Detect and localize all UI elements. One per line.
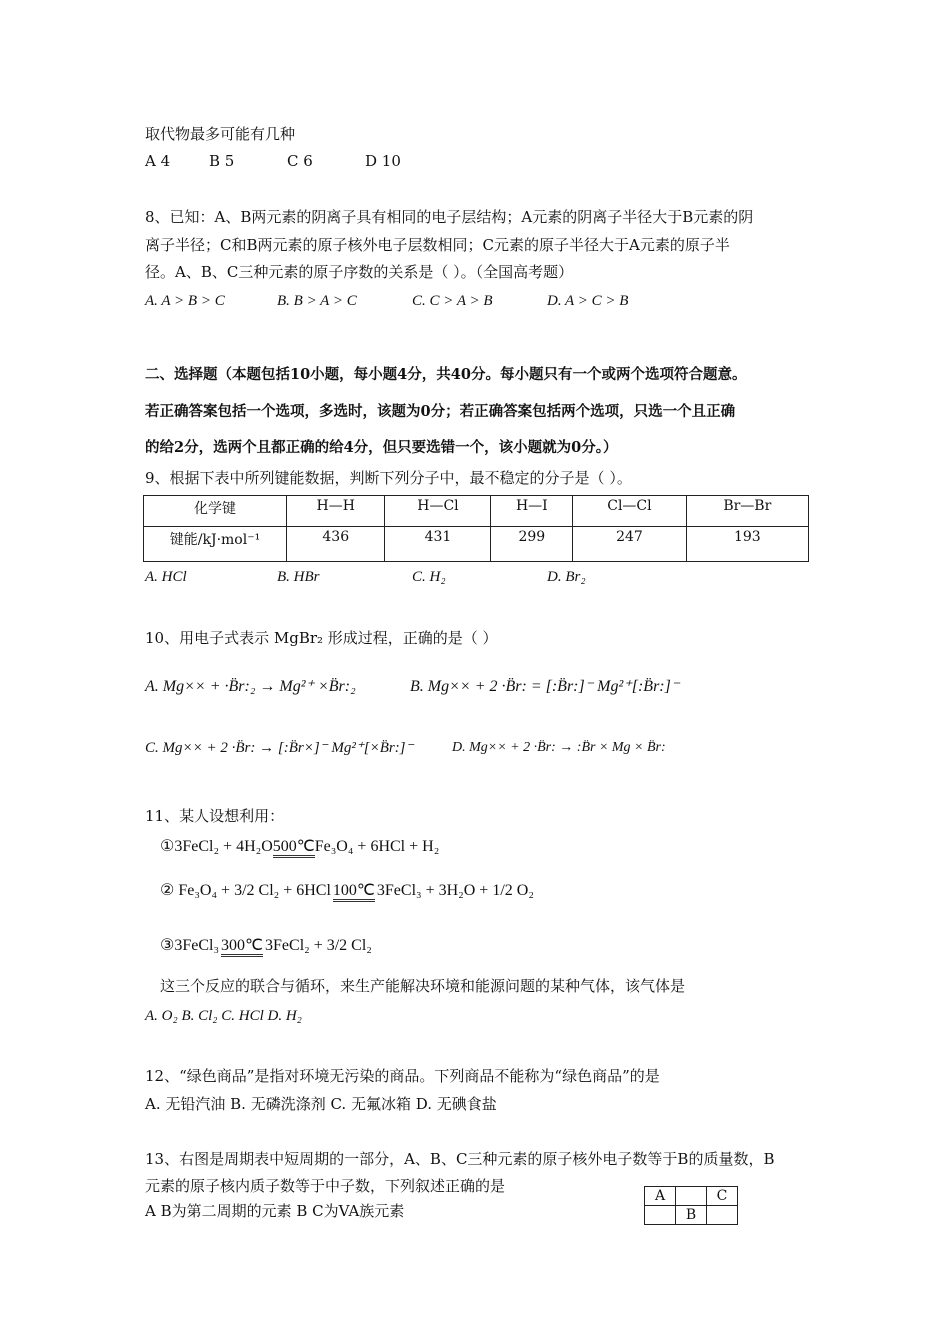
table-row: [645, 1206, 738, 1225]
q12-stem: 12、“绿色商品”是指对环境无污染的商品。下列商品不能称为“绿色商品”的是: [145, 1067, 660, 1085]
q10-option-b: B. Mg×× + 2 ·B̈r: = [:B̈r:]⁻ Mg²⁺[:B̈r:]⁻: [410, 678, 680, 695]
bond-energy-table: [143, 495, 809, 562]
table-header: Br—Br: [686, 496, 808, 527]
table-cell: C: [707, 1187, 738, 1206]
eq1-right: Fe₃O₄ + 6HCl + H₂: [314, 838, 440, 855]
q9-option-d: D. Br₂: [547, 569, 586, 585]
eq2-condition: 100℃: [333, 882, 375, 902]
eq1-left: ①3FeCl₂ + 4H₂O: [160, 838, 273, 855]
q9-option-a: A. HCl: [145, 569, 187, 585]
table-cell: [645, 1206, 676, 1225]
table-row: [144, 496, 809, 527]
table-header: H—I: [491, 496, 573, 527]
table-cell: 247: [573, 527, 686, 562]
eq3-left: ③3FeCl₃: [160, 937, 220, 954]
q13-line2: 元素的原子核内质子数等于中子数，下列叙述正确的是: [145, 1177, 506, 1195]
q9-option-c: C. H₂: [412, 569, 446, 585]
q10-option-c: C. Mg×× + 2 ·B̈r: → [:B̈r×]⁻ Mg²⁺[×B̈r:]⁻: [145, 740, 414, 756]
eq2-right: 3FeCl₃ + 3H₂O + 1/2 O₂: [376, 882, 534, 899]
table-cell: 299: [491, 527, 573, 562]
q11-equation-2: [160, 880, 534, 900]
q13-line3: A B为第二周期的元素 B C为VA族元素: [145, 1202, 405, 1220]
q8-option-a: A. A > B > C: [145, 293, 225, 309]
table-cell: 431: [385, 527, 491, 562]
section2-line2: 若正确答案包括一个选项，多选时，该题为0分；若正确答案包括两个选项，只选一个且正确: [145, 403, 736, 420]
table-header: 化学键: [144, 496, 287, 527]
q10-stem: 10、用电子式表示 MgBr₂ 形成过程，正确的是（ ）: [145, 629, 498, 647]
table-header: H—H: [287, 496, 385, 527]
q10-option-d: D. Mg×× + 2 ·B̈r: → :B̈r × Mg × B̈r:: [452, 740, 666, 755]
table-header: H—Cl: [385, 496, 491, 527]
q11-equation-1: [160, 836, 439, 856]
table-header: Cl—Cl: [573, 496, 686, 527]
table-row: [645, 1187, 738, 1206]
q8-line3: 径。A、B、C三种元素的原子序数的关系是（ ）。（全国高考题）: [145, 263, 574, 281]
q7-option-c: C 6: [287, 152, 313, 170]
q7-option-d: D 10: [365, 152, 401, 170]
q13-line1: 13、右图是周期表中短周期的一部分，A、B、C三种元素的原子核外电子数等于B的质量数，B: [145, 1150, 775, 1168]
q11-line-after: 这三个反应的联合与循环，来生产能解决环境和能源问题的某种气体，该气体是: [160, 977, 686, 995]
eq1-condition: 500℃: [273, 838, 315, 858]
table-cell: [676, 1187, 707, 1206]
q11-equation-3: [160, 935, 372, 955]
q8-option-c: C. C > A > B: [412, 293, 493, 309]
q8-option-b: B. B > A > C: [277, 293, 357, 309]
section2-line1: 二、选择题（本题包括10小题，每小题4分，共40分。每小题只有一个或两个选项符合题意。: [145, 366, 747, 383]
table-cell: 436: [287, 527, 385, 562]
q12-options: A. 无铅汽油 B. 无磷洗涤剂 C. 无氟冰箱 D. 无碘食盐: [145, 1095, 497, 1113]
q9-option-b: B. HBr: [277, 569, 320, 585]
table-row: [144, 527, 809, 562]
q8-line1: 8、已知：A、B两元素的阴离子具有相同的电子层结构；A元素的阴离子半径大于B元素的阴: [145, 208, 754, 226]
q7-option-a: A 4: [145, 152, 171, 170]
table-cell: A: [645, 1187, 676, 1206]
periodic-table-fragment: [644, 1186, 738, 1225]
q7-tail: 取代物最多可能有几种: [145, 125, 296, 143]
q7-option-b: B 5: [209, 152, 235, 170]
table-cell: B: [676, 1206, 707, 1225]
q11-stem: 11、某人设想利用：: [145, 807, 285, 825]
eq3-right: 3FeCl₂ + 3/2 Cl₂: [265, 937, 372, 954]
section2-line3: 的给2分，选两个且都正确的给4分，但只要选错一个，该小题就为0分。）: [145, 439, 618, 456]
eq3-condition: 300℃: [221, 937, 263, 957]
eq2-left: ② Fe₃O₄ + 3/2 Cl₂ + 6HCl: [160, 882, 331, 899]
table-cell: 键能/kJ·mol⁻¹: [144, 527, 287, 562]
q8-option-d: D. A > C > B: [547, 293, 629, 309]
q11-options: A. O₂ B. Cl₂ C. HCl D. H₂: [145, 1008, 302, 1024]
table-cell: [707, 1206, 738, 1225]
q10-option-a: A. Mg×× + ·B̈r:₂ → Mg²⁺ ×B̈r:₂: [145, 678, 356, 695]
table-cell: 193: [686, 527, 808, 562]
q9-stem: 9、根据下表中所列键能数据，判断下列分子中，最不稳定的分子是（ ）。: [145, 469, 632, 487]
q8-line2: 离子半径；C和B两元素的原子核外电子层数相同；C元素的原子半径大于A元素的原子半: [145, 236, 730, 254]
